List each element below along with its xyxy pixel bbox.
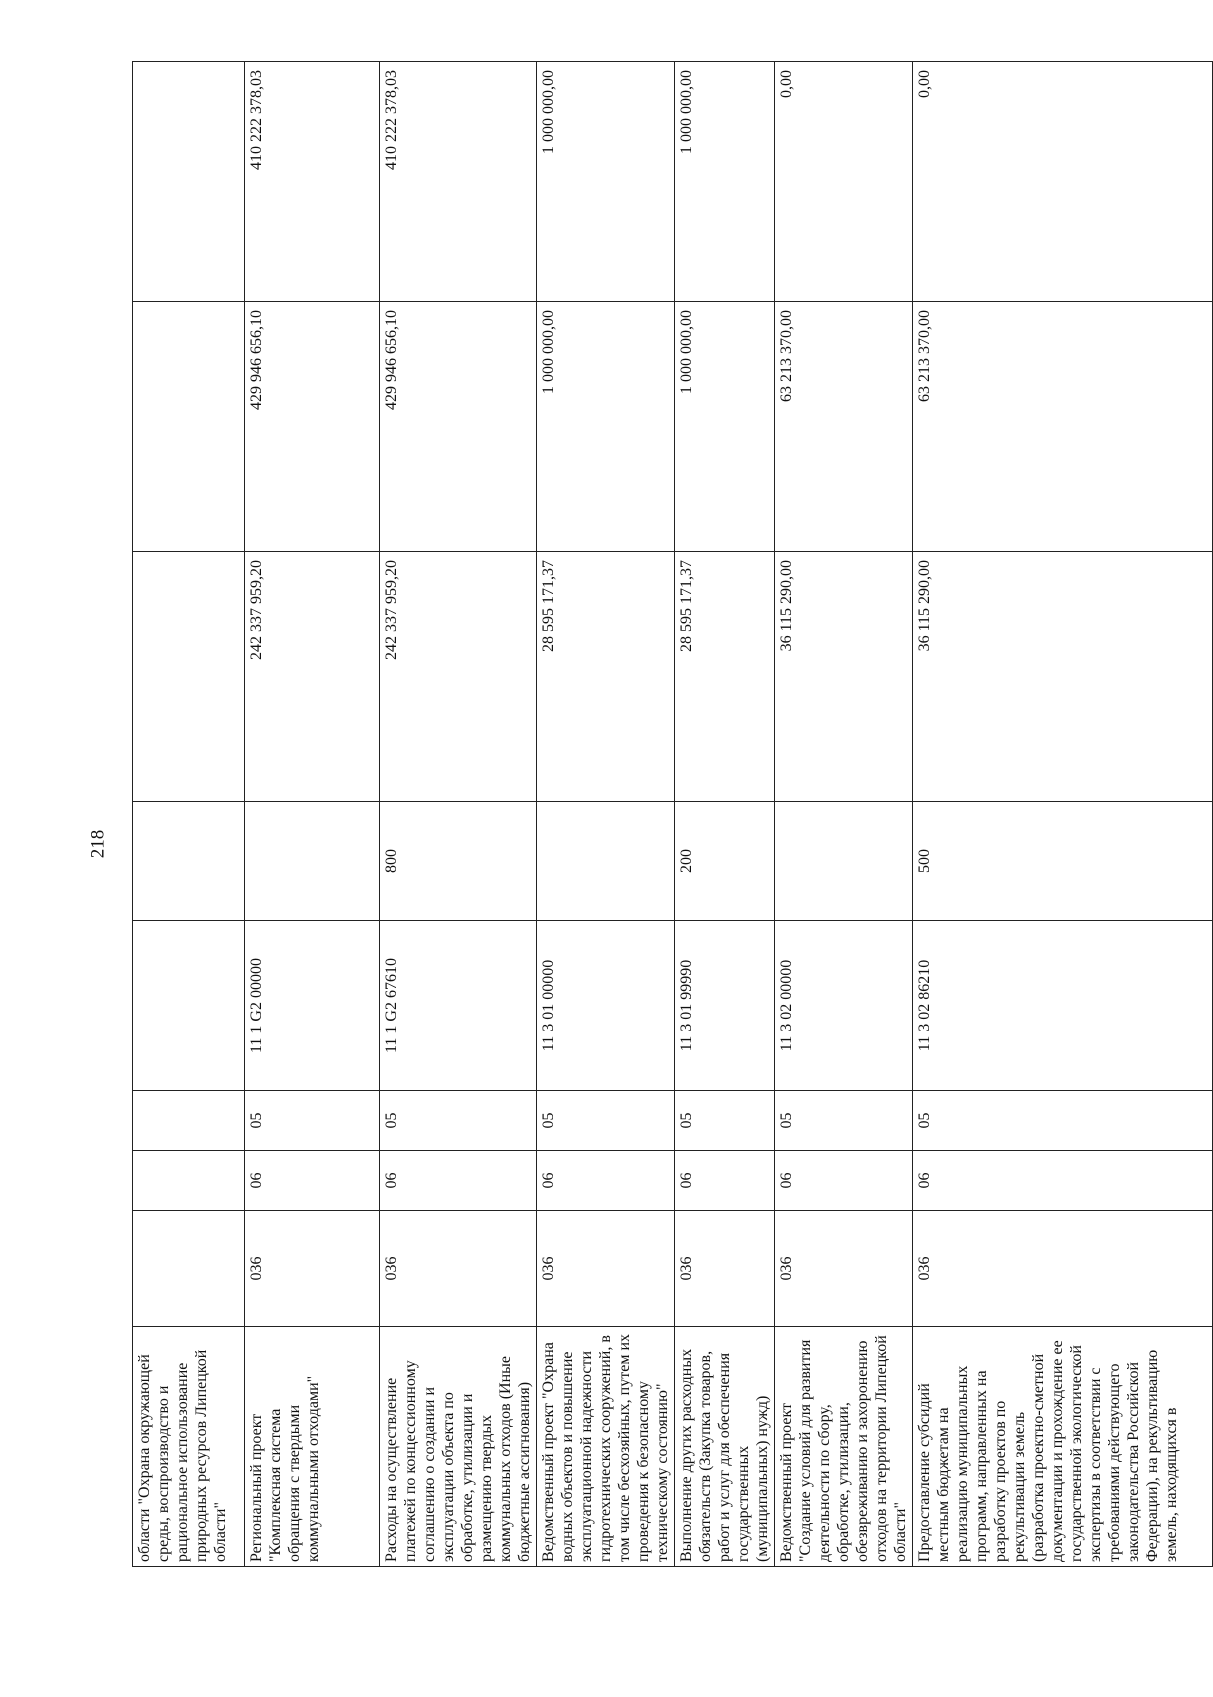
ministry-code-cell	[133, 1211, 245, 1327]
amount-year3-cell: 0,00	[913, 62, 1213, 302]
subsection-code-cell: 05	[380, 1091, 537, 1151]
table-row	[675, 62, 775, 1567]
amount-year2-cell: 1 000 000,00	[537, 302, 675, 552]
budget-table-sheet	[132, 62, 1180, 1567]
amount-year3-cell: 410 222 378,03	[245, 62, 380, 302]
section-code-cell	[133, 1151, 245, 1211]
ministry-code-cell: 036	[675, 1211, 775, 1327]
amount-year3-cell: 410 222 378,03	[380, 62, 537, 302]
section-code-cell: 06	[675, 1151, 775, 1211]
amount-year2-cell: 1 000 000,00	[675, 302, 775, 552]
target-article-cell: 11 1 G2 00000	[245, 921, 380, 1091]
table-row	[133, 62, 245, 1567]
ministry-code-cell: 036	[380, 1211, 537, 1327]
amount-year1-cell: 242 337 959,20	[245, 552, 380, 802]
target-article-cell: 11 3 01 99990	[675, 921, 775, 1091]
amount-year3-cell: 1 000 000,00	[537, 62, 675, 302]
expense-type-cell: 200	[675, 802, 775, 921]
amount-year2-cell	[133, 302, 245, 552]
row-name-cell: Ведомственный проект "Создание условий для развития деятельности по сбору, обработке, утилизации, обезвреживанию и захоронению отходов на территории Липецкой области"	[775, 1327, 913, 1567]
ministry-code-cell: 036	[537, 1211, 675, 1327]
subsection-code-cell: 05	[245, 1091, 380, 1151]
amount-year2-cell: 429 946 656,10	[245, 302, 380, 552]
table-row	[775, 62, 913, 1567]
expense-type-cell	[245, 802, 380, 921]
ministry-code-cell: 036	[775, 1211, 913, 1327]
row-name-cell: Расходы на осуществление платежей по концессионному соглашению о создании и эксплуатации объекта по обработке, утилизации и размещению твердых коммунальных отходов (Иные бюджетные ассигнования)	[380, 1327, 537, 1567]
section-code-cell: 06	[537, 1151, 675, 1211]
amount-year1-cell: 36 115 290,00	[775, 552, 913, 802]
section-code-cell: 06	[245, 1151, 380, 1211]
amount-year1-cell: 28 595 171,37	[537, 552, 675, 802]
budget-table	[132, 61, 1213, 1567]
expense-type-cell	[775, 802, 913, 921]
amount-year1-cell: 28 595 171,37	[675, 552, 775, 802]
target-article-cell: 11 3 02 86210	[913, 921, 1213, 1091]
amount-year2-cell: 63 213 370,00	[775, 302, 913, 552]
row-name-cell: области "Охрана окружающей среды, воспроизводство и рациональное использование природных ресурсов Липецкой области"	[133, 1327, 245, 1567]
row-name-cell: Региональный проект "Комплексная система обращения с твердыми коммунальными отходами"	[245, 1327, 380, 1567]
table-row	[913, 62, 1213, 1567]
expense-type-cell	[537, 802, 675, 921]
amount-year1-cell	[133, 552, 245, 802]
ministry-code-cell: 036	[245, 1211, 380, 1327]
table-row	[380, 62, 537, 1567]
row-name-cell: Выполнение других расходных обязательств (Закупка товаров, работ и услуг для обеспечения государственных (муниципальных) нужд)	[675, 1327, 775, 1567]
expense-type-cell: 500	[913, 802, 1213, 921]
expense-type-cell: 800	[380, 802, 537, 921]
row-name-cell: Предоставление субсидий местным бюджетам на реализацию муниципальных программ, направленных на разработку проектов по рекультивации земель (разработка проектно-сметной документации и прохождение ее государственной экологической экспертизы в соответствии с требованиями действующего законодательства Российской Федерации), на рекультивацию земель, находящихся в	[913, 1327, 1213, 1567]
amount-year1-cell: 242 337 959,20	[380, 552, 537, 802]
table-row	[537, 62, 675, 1567]
expense-type-cell	[133, 802, 245, 921]
table-row	[245, 62, 380, 1567]
rotated-table-container	[132, 62, 1180, 1567]
page-number	[78, 814, 118, 874]
section-code-cell: 06	[775, 1151, 913, 1211]
target-article-cell: 11 3 01 00000	[537, 921, 675, 1091]
subsection-code-cell	[133, 1091, 245, 1151]
target-article-cell	[133, 921, 245, 1091]
subsection-code-cell: 05	[775, 1091, 913, 1151]
amount-year2-cell: 429 946 656,10	[380, 302, 537, 552]
amount-year1-cell: 36 115 290,00	[913, 552, 1213, 802]
subsection-code-cell: 05	[913, 1091, 1213, 1151]
target-article-cell: 11 1 G2 67610	[380, 921, 537, 1091]
section-code-cell: 06	[380, 1151, 537, 1211]
section-code-cell: 06	[913, 1151, 1213, 1211]
amount-year3-cell: 1 000 000,00	[675, 62, 775, 302]
ministry-code-cell: 036	[913, 1211, 1213, 1327]
page-number-text: 218	[87, 829, 108, 859]
amount-year3-cell	[133, 62, 245, 302]
subsection-code-cell: 05	[675, 1091, 775, 1151]
row-name-cell: Ведомственный проект "Охрана водных объектов и повышение эксплуатационной надежности гидротехнических сооружений, в том числе бесхозяйных, путем их проведения к безопасному техническому состоянию"	[537, 1327, 675, 1567]
target-article-cell: 11 3 02 00000	[775, 921, 913, 1091]
subsection-code-cell: 05	[537, 1091, 675, 1151]
amount-year3-cell: 0,00	[775, 62, 913, 302]
amount-year2-cell: 63 213 370,00	[913, 302, 1213, 552]
budget-table-body	[133, 62, 1213, 1567]
